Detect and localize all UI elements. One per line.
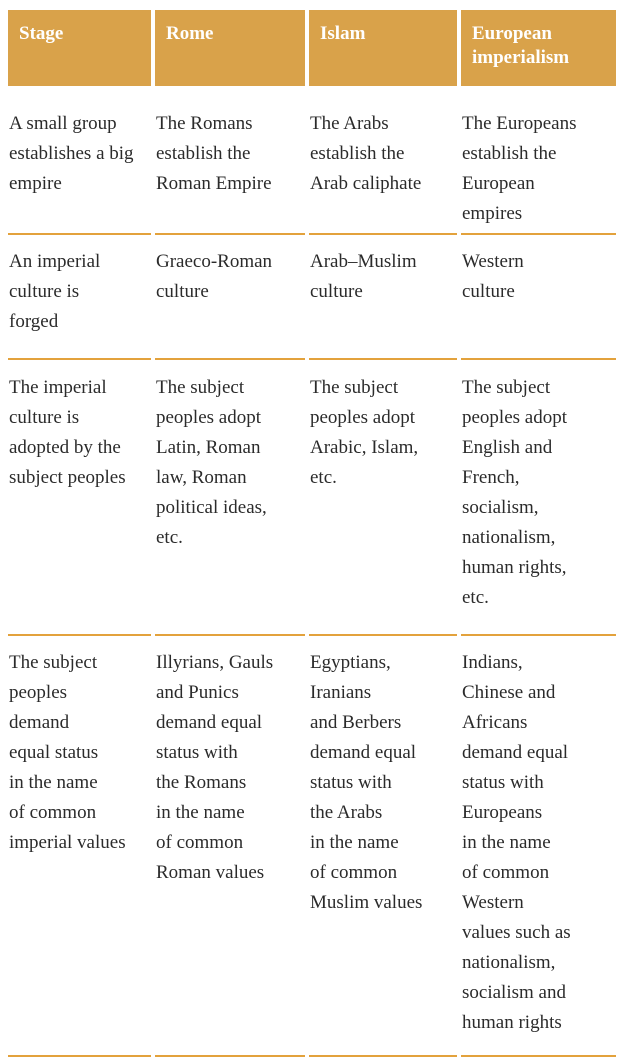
stage-cell: A small group establishes a big empire [8, 96, 151, 235]
european-cell: Western culture [461, 238, 616, 360]
comparison-table [8, 10, 620, 1057]
table-row [8, 96, 620, 235]
table-row [8, 363, 620, 636]
header-stage: Stage [8, 10, 151, 86]
european-cell: The subject peoples adopt English and French, socialism, nationalism, human rights, etc. [461, 363, 616, 636]
header-rome: Rome [155, 10, 305, 86]
header-islam: Islam [309, 10, 457, 86]
islam-cell: Egyptians, Iranians and Berbers demand equal status with the Arabs in the name of common Muslim values [309, 639, 457, 1057]
rome-cell: The subject peoples adopt Latin, Roman law, Roman political ideas, etc. [155, 363, 305, 636]
islam-cell: The subject peoples adopt Arabic, Islam, etc. [309, 363, 457, 636]
european-cell: Indians, Chinese and Africans demand equal status with Europeans in the name of common Western values such as nationalism, socialism and human rights [461, 639, 616, 1057]
european-cell: The Europeans establish the European empires [461, 96, 616, 235]
table-row [8, 238, 620, 360]
stage-cell: The imperial culture is adopted by the subject peoples [8, 363, 151, 636]
islam-cell: Arab–Muslim culture [309, 238, 457, 360]
islam-cell: The Arabs establish the Arab caliphate [309, 96, 457, 235]
rome-cell: Illyrians, Gauls and Punics demand equal status with the Romans in the name of common Roman values [155, 639, 305, 1057]
rome-cell: Graeco-Roman culture [155, 238, 305, 360]
table-row [8, 639, 620, 1057]
header-row [8, 10, 620, 86]
rome-cell: The Romans establish the Roman Empire [155, 96, 305, 235]
header-european-imperialism: European imperialism [461, 10, 616, 86]
stage-cell: An imperial culture is forged [8, 238, 151, 360]
stage-cell: The subject peoples demand equal status in the name of common imperial values [8, 639, 151, 1057]
